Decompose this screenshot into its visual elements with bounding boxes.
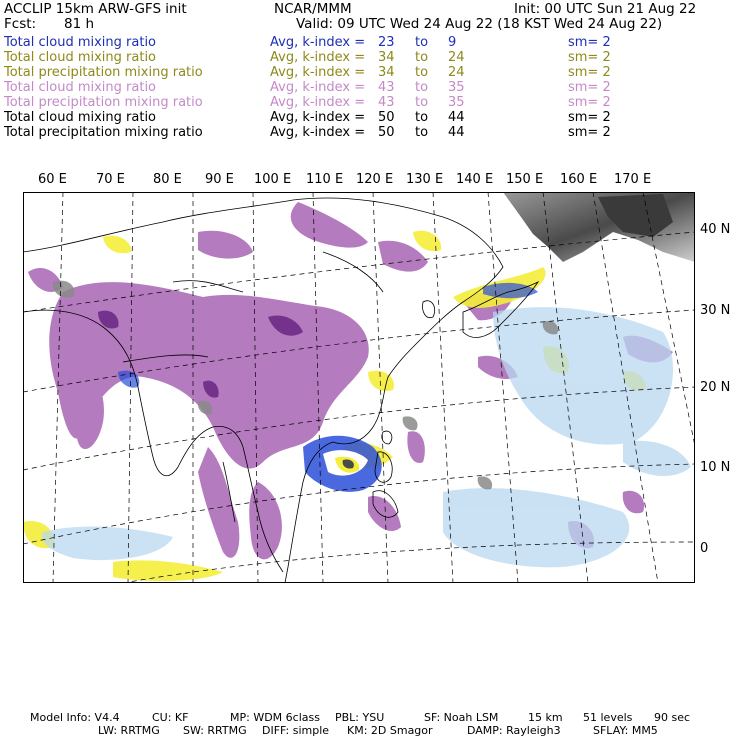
legend-k-start: 43 (378, 95, 395, 110)
legend-avg-label: Avg, k-index = (270, 125, 366, 140)
latitude-label: 0 (700, 541, 709, 556)
legend-field-name: Total cloud mixing ratio (4, 35, 157, 50)
legend-to: to (415, 65, 429, 80)
model-title: ACCLIP 15km ARW-GFS init (4, 1, 187, 17)
footer-item: MP: WDM 6class (230, 711, 320, 724)
footer-item: SFLAY: MM5 (593, 724, 658, 737)
legend-avg-label: Avg, k-index = (270, 50, 366, 65)
longitude-label: 160 E (560, 172, 598, 187)
legend-avg-label: Avg, k-index = (270, 65, 366, 80)
valid-time: Valid: 09 UTC Wed 24 Aug 22 (18 KST Wed 24 Aug 22) (296, 16, 663, 32)
legend-smoothing: sm= 2 (568, 125, 611, 140)
latitude-label: 30 N (700, 303, 731, 318)
footer-item: DAMP: Rayleigh3 (467, 724, 561, 737)
legend-field-name: Total cloud mixing ratio (4, 110, 157, 125)
footer-item: DIFF: simple (262, 724, 330, 737)
legend-field-name: Total precipitation mixing ratio (4, 95, 203, 110)
legend-k-end: 9 (448, 35, 457, 50)
footer-item: SW: RRTMG (183, 724, 247, 737)
legend-k-end: 35 (448, 95, 465, 110)
longitude-label: 100 E (254, 172, 292, 187)
footer-item: 90 sec (654, 711, 691, 724)
legend-k-start: 50 (378, 125, 395, 140)
legend-k-end: 24 (448, 65, 465, 80)
legend-smoothing: sm= 2 (568, 110, 611, 125)
legend-avg-label: Avg, k-index = (270, 95, 366, 110)
legend-k-start: 50 (378, 110, 395, 125)
legend-avg-label: Avg, k-index = (270, 35, 366, 50)
legend-smoothing: sm= 2 (568, 35, 611, 50)
longitude-label: 80 E (153, 172, 182, 187)
legend-field-name: Total cloud mixing ratio (4, 50, 157, 65)
longitude-label: 110 E (306, 172, 344, 187)
legend-field-name: Total precipitation mixing ratio (4, 125, 203, 140)
legend-k-end: 35 (448, 80, 465, 95)
longitude-label: 150 E (506, 172, 544, 187)
legend-k-start: 34 (378, 65, 395, 80)
init-time: Init: 00 UTC Sun 21 Aug 22 (514, 1, 697, 17)
latitude-label: 40 N (700, 222, 731, 237)
legend-to: to (415, 125, 429, 140)
longitude-label: 170 E (614, 172, 652, 187)
legend-smoothing: sm= 2 (568, 65, 611, 80)
legend-to: to (415, 110, 429, 125)
longitude-label: 120 E (356, 172, 394, 187)
legend-k-end: 44 (448, 110, 465, 125)
legend-smoothing: sm= 2 (568, 50, 611, 65)
longitude-label: 70 E (96, 172, 125, 187)
legend-to: to (415, 35, 429, 50)
legend-k-start: 23 (378, 35, 395, 50)
longitude-label: 90 E (205, 172, 234, 187)
footer-item: Model Info: V4.4 (30, 711, 120, 724)
legend-avg-label: Avg, k-index = (270, 80, 366, 95)
footer-item: CU: KF (152, 711, 189, 724)
footer-item: LW: RRTMG (98, 724, 160, 737)
footer-item: KM: 2D Smagor (347, 724, 433, 737)
legend-to: to (415, 95, 429, 110)
forecast-hour: 81 h (64, 16, 95, 32)
legend-to: to (415, 50, 429, 65)
legend-field-name: Total precipitation mixing ratio (4, 65, 203, 80)
latitude-label: 10 N (700, 460, 731, 475)
footer-item: SF: Noah LSM (424, 711, 499, 724)
legend-k-start: 43 (378, 80, 395, 95)
center-label: NCAR/MMM (274, 1, 352, 17)
forecast-label: Fcst: (4, 16, 37, 32)
longitude-label: 140 E (456, 172, 494, 187)
footer-item: 51 levels (583, 711, 633, 724)
latitude-label: 20 N (700, 380, 731, 395)
legend-k-end: 24 (448, 50, 465, 65)
legend-k-start: 34 (378, 50, 395, 65)
legend-smoothing: sm= 2 (568, 80, 611, 95)
weather-map (23, 192, 695, 583)
legend-smoothing: sm= 2 (568, 95, 611, 110)
longitude-label: 60 E (38, 172, 67, 187)
legend-avg-label: Avg, k-index = (270, 110, 366, 125)
footer-item: 15 km (528, 711, 563, 724)
legend-k-end: 44 (448, 125, 465, 140)
legend-field-name: Total cloud mixing ratio (4, 80, 157, 95)
footer-item: PBL: YSU (335, 711, 385, 724)
longitude-label: 130 E (406, 172, 444, 187)
legend-to: to (415, 80, 429, 95)
